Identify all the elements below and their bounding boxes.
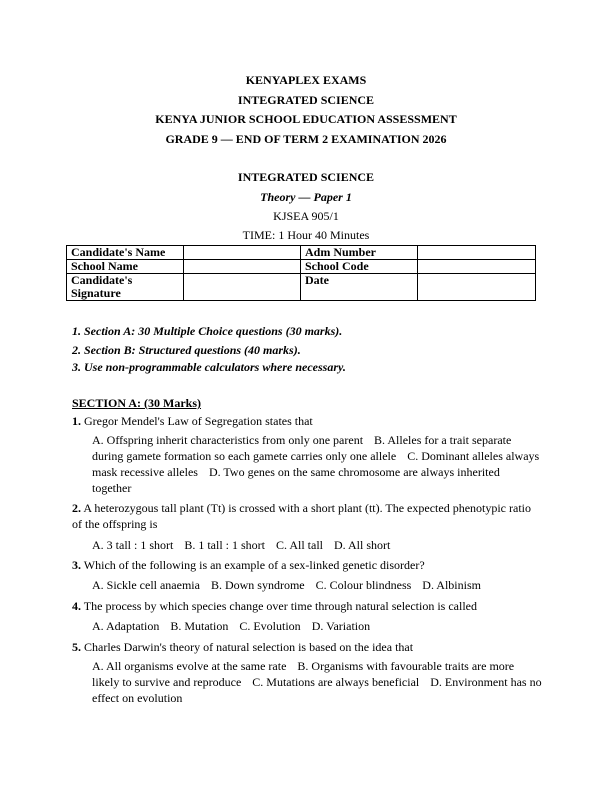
- question-number: 2.: [72, 501, 81, 515]
- signature-label: [67, 274, 184, 301]
- school-code-field[interactable]: [418, 260, 536, 274]
- table-row: [67, 246, 536, 260]
- question-5: [72, 639, 542, 655]
- table-row: [67, 260, 536, 274]
- question-2: [72, 500, 542, 532]
- paper-title: Theory — Paper 1: [260, 190, 352, 204]
- question-2-options: [92, 537, 542, 553]
- option-c[interactable]: C. Colour blindness: [315, 578, 412, 592]
- option-d[interactable]: D. Environment has no effect on evolution: [92, 675, 542, 705]
- question-number: 3.: [72, 558, 81, 572]
- question-number: 5.: [72, 640, 81, 654]
- question-text: A heterozygous tall plant (Tt) is crossed with a short plant (tt). The expected phenotypic ratio of the offspring is: [72, 501, 531, 531]
- date-field[interactable]: [418, 274, 536, 301]
- assessment-title: KENYA JUNIOR SCHOOL EDUCATION ASSESSMENT: [155, 112, 457, 126]
- exam-body-title: KENYAPLEX EXAMS: [245, 73, 367, 87]
- adm-number-label: Adm Number: [301, 246, 418, 260]
- question-number: 4.: [72, 599, 81, 613]
- school-code-label: School Code: [301, 260, 418, 274]
- question-1: [72, 413, 542, 429]
- option-c[interactable]: C. All tall: [276, 538, 324, 552]
- option-d[interactable]: D. All short: [334, 538, 391, 552]
- school-name-field[interactable]: [184, 260, 301, 274]
- signature-label-line2: Signature: [71, 286, 121, 300]
- option-d[interactable]: D. Two genes on the same chromosome are always inherited together: [92, 465, 500, 495]
- question-text: Charles Darwin's theory of natural selection is based on the idea that: [84, 640, 414, 654]
- question-4-options: [92, 618, 542, 634]
- candidate-name-field[interactable]: [184, 246, 301, 260]
- option-a[interactable]: A. Offspring inherit characteristics from only one parent: [92, 433, 364, 447]
- exam-time: TIME: 1 Hour 40 Minutes: [242, 228, 370, 242]
- option-a[interactable]: A. Sickle cell anaemia: [92, 578, 200, 592]
- option-a[interactable]: A. All organisms evolve at the same rate: [92, 659, 287, 673]
- exam-grade-term: GRADE 9 — END OF TERM 2 EXAMINATION 2026: [165, 132, 447, 146]
- option-c[interactable]: C. Mutations are always beneficial: [252, 675, 420, 689]
- option-d[interactable]: D. Variation: [311, 619, 371, 633]
- instruction-2: 2. Section B: Structured questions (40 marks).: [72, 343, 301, 357]
- question-4: [72, 598, 542, 614]
- option-b[interactable]: B. Organisms with favourable traits are more likely to survive and reproduce: [92, 659, 515, 689]
- option-c[interactable]: C. Dominant alleles always mask recessive alleles: [92, 449, 540, 479]
- instruction-3: 3. Use non-programmable calculators where necessary.: [72, 360, 346, 374]
- date-label: Date: [301, 274, 418, 301]
- instruction-1: 1. Section A: 30 Multiple Choice questions (30 marks).: [72, 324, 343, 338]
- option-a[interactable]: A. Adaptation: [92, 619, 160, 633]
- option-b[interactable]: B. Down syndrome: [210, 578, 305, 592]
- question-number: 1.: [72, 414, 81, 428]
- question-3: [72, 557, 542, 573]
- adm-number-field[interactable]: [418, 246, 536, 260]
- option-b[interactable]: B. Alleles for a trait separate during gamete formation so each gamete carries only one allele: [92, 433, 512, 463]
- paper-code: KJSEA 905/1: [273, 209, 339, 223]
- table-row: [67, 274, 536, 301]
- signature-field[interactable]: [184, 274, 301, 301]
- exam-subject-heading: INTEGRATED SCIENCE: [237, 93, 375, 107]
- section-a-title: SECTION A: (30 Marks): [72, 396, 202, 410]
- question-1-options: [92, 432, 542, 496]
- question-text: Which of the following is an example of a sex-linked genetic disorder?: [83, 558, 425, 572]
- option-c[interactable]: C. Evolution: [239, 619, 301, 633]
- option-b[interactable]: B. 1 tall : 1 short: [184, 538, 265, 552]
- school-name-label: School Name: [67, 260, 184, 274]
- question-5-options: [92, 658, 542, 706]
- candidate-details-table: [66, 245, 536, 301]
- signature-label-line1: Candidate's: [71, 273, 133, 287]
- option-b[interactable]: B. Mutation: [170, 619, 229, 633]
- question-3-options: [92, 577, 542, 593]
- question-text: The process by which species change over time through natural selection is called: [83, 599, 477, 613]
- option-d[interactable]: D. Albinism: [422, 578, 481, 592]
- option-a[interactable]: A. 3 tall : 1 short: [92, 538, 174, 552]
- question-text: Gregor Mendel's Law of Segregation states that: [84, 414, 313, 428]
- subject-title: INTEGRATED SCIENCE: [237, 170, 375, 184]
- candidate-name-label: Candidate's Name: [67, 246, 184, 260]
